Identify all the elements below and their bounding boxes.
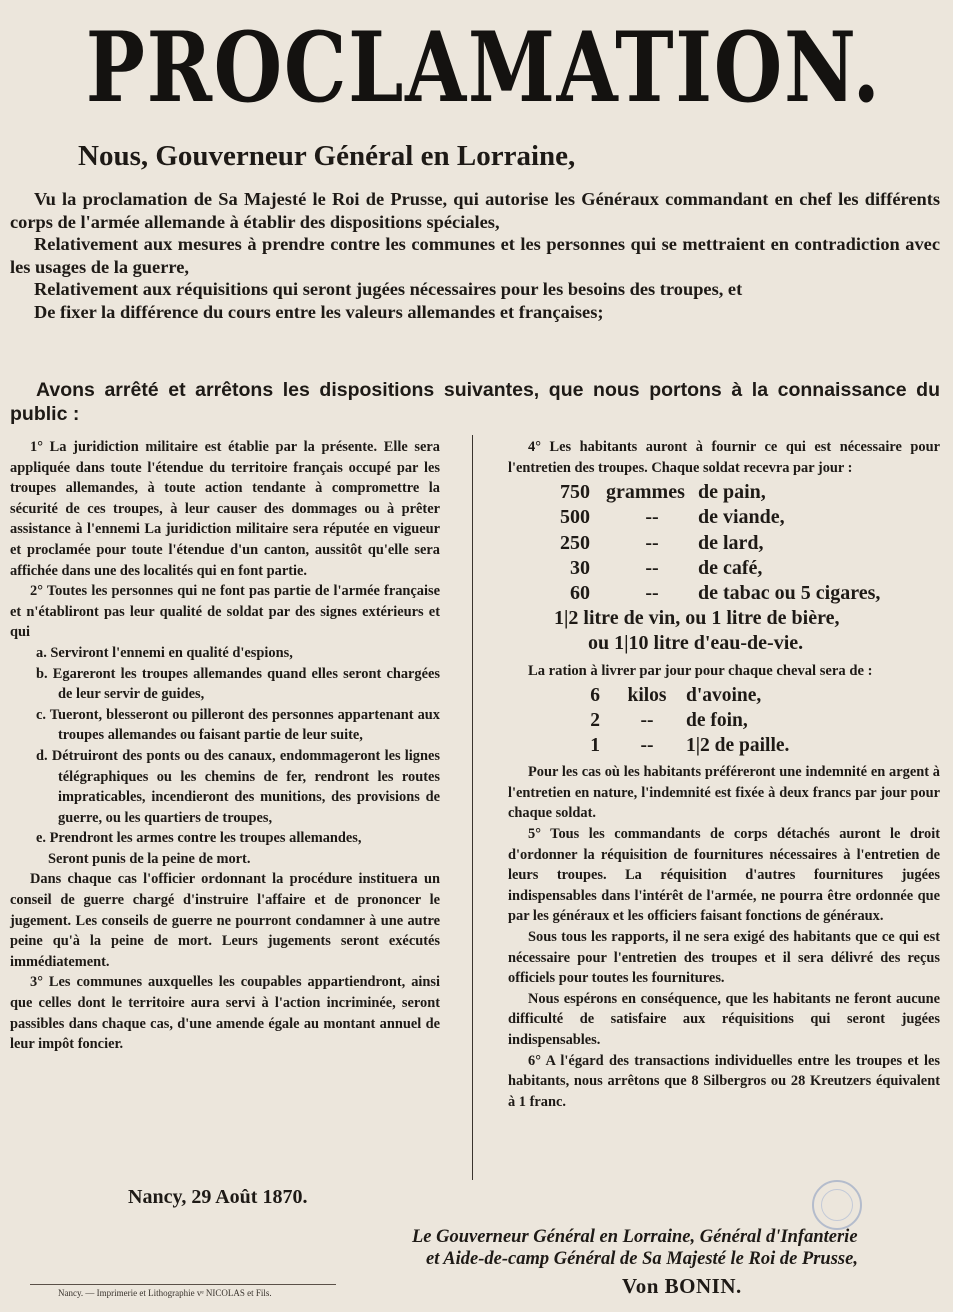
- decree-heading-text: Avons arrêté et arrêtons les dispositions suivantes, que nous portons à la connaissance du public :: [10, 379, 940, 425]
- preamble-paragraph: Vu la proclamation de Sa Majesté le Roi de Prusse, qui autorise les Généraux commandant en chef les différents corps de l'armée allemande à établir des dispositions spéciales,: [10, 189, 940, 232]
- article-2: 2° Toutes les personnes qui ne font pas partie de l'armée française et n'établiront pas leur qualité de soldat par des signes extérieurs et qui: [10, 583, 440, 641]
- clause-e: e. Prendront les armes contre les troupes allemandes,: [36, 830, 362, 847]
- ration-row: [508, 531, 940, 556]
- ration-qty: 1: [590, 735, 600, 757]
- clause-a: a. Serviront l'ennemi en qualité d'espions,: [36, 644, 293, 661]
- ration-unit: --: [645, 556, 659, 579]
- ration-item: de lard,: [698, 531, 764, 554]
- soldier-ration-list: [508, 480, 940, 656]
- ration-unit: grammes: [606, 481, 685, 504]
- horse-ration-row: [508, 708, 940, 733]
- article-3: 3° Les communes auxquelles les coupables appartiendront, ainsi que celles dont le territoire aura servi à l'action incriminée, seront passibles dans chaque cas, d'une amende égale au montant annuel de leur impôt foncier.: [10, 974, 440, 1053]
- ration-qty: 6: [590, 685, 600, 707]
- hope-paragraph: Nous espérons en conséquence, que les habitants ne feront aucune difficulté de satisfaire aux réquisitions qui seront jugées indispensables.: [508, 990, 940, 1048]
- ration-unit: --: [645, 531, 659, 554]
- gouverneur-heading: Nous, Gouverneur Général en Lorraine,: [78, 140, 576, 172]
- penalty: Seront punis de la peine de mort.: [48, 850, 251, 867]
- ration-unit: --: [645, 582, 659, 604]
- article-4: 4° Les habitants auront à fournir ce qui est nécessaire pour l'entretien des troupes. Chaque soldat recevra par jour :: [508, 439, 940, 476]
- ration-row: [508, 556, 940, 581]
- ration-row: [508, 581, 940, 606]
- column-divider: [472, 435, 473, 1180]
- article-5: 5° Tous les commandants de corps détachés auront le droit d'ordonner la réquisition de fournitures nécessaires à l'entretien de leurs troupes. La réquisition d'autres fournitures jugées indispensables dans l'intérêt de l'armée, ne pourra être ordonnée que par les généraux et les officiers faisant fonctions de généraux.: [508, 825, 940, 925]
- signature-line-2: et Aide-de-camp Général de Sa Majesté le Roi de Prusse,: [426, 1249, 858, 1269]
- horse-ration-row: [508, 733, 940, 758]
- ration-item: de café,: [698, 556, 763, 579]
- ration-unit: kilos: [627, 685, 667, 707]
- ration-unit: --: [645, 506, 659, 529]
- ration-item: de tabac ou 5 cigares,: [698, 582, 881, 604]
- ration-qty: 2: [590, 710, 600, 732]
- decree-heading: [10, 378, 940, 426]
- left-column: [10, 437, 440, 1055]
- ration-unit: --: [640, 710, 654, 732]
- receipts-paragraph: Sous tous les rapports, il ne sera exigé des habitants que ce qui est nécessaire pour l'entretien des troupes et il sera délivré des reçus officiels pour toutes les fournitures.: [508, 928, 940, 987]
- ration-qty: 60: [570, 582, 590, 604]
- wine-ration: 1|2 litre de vin, ou 1 litre de bière,: [554, 607, 840, 630]
- brandy-ration: ou 1|10 litre d'eau-de-vie.: [588, 632, 804, 655]
- right-column: [508, 437, 940, 1112]
- date-line: Nancy, 29 Août 1870.: [128, 1186, 308, 1208]
- clause-c: c. Tueront, blesseront ou pilleront des personnes appartenant aux troupes allemandes ou faisant partie de leur suite,: [36, 706, 440, 744]
- printer-imprint: Nancy. — Imprimerie et Lithographie vᵉ NICOLAS et Fils.: [58, 1288, 272, 1298]
- ration-row: [508, 480, 940, 505]
- ration-qty: 250: [560, 531, 590, 554]
- preamble: [10, 188, 940, 324]
- article-1: 1° La juridiction militaire est établie par la présente. Elle sera appliquée dans toute l'étendue du territoire français occupé par les troupes allemandes, à toute action tendante à compromettre la sécurité de ces troupes, à leur causer des dommages ou à prêter assistance à l'ennemi La juridiction militaire sera réputée en vigueur et proclamée pour toute l'étendue d'un canton, aussitôt qu'elle sera affichée dans une des localités qui en font partie.: [10, 439, 440, 579]
- ration-item: de viande,: [698, 506, 785, 529]
- procedure-paragraph: Dans chaque cas l'officier ordonnant la procédure instituera un conseil de guerre chargé d'instruire l'affaire et de prononcer le jugement. Les conseils de guerre ne pourront condamner à une autre peine qu'à la peine de mort. Leurs jugements seront exécutés immédiatement.: [10, 871, 440, 970]
- horse-ration-heading: La ration à livrer par jour pour chaque cheval sera de :: [528, 662, 873, 679]
- horse-ration-row: [508, 683, 940, 708]
- signatory-name: Von BONIN.: [622, 1274, 742, 1298]
- preamble-paragraph: Relativement aux mesures à prendre contre les communes et les personnes qui se mettraient en contradiction avec les usages de la guerre,: [10, 234, 940, 277]
- library-stamp-icon: [812, 1180, 862, 1230]
- ration-item: de pain,: [698, 481, 766, 504]
- page-title: PROCLAMATION.: [85, 11, 882, 124]
- signature-line-1: Le Gouverneur Général en Lorraine, Général d'Infanterie: [412, 1227, 858, 1247]
- ration-item: d'avoine,: [686, 685, 762, 707]
- ration-item: 1|2 de paille.: [686, 735, 790, 757]
- ration-row: [508, 505, 940, 530]
- imprint-rule: [30, 1284, 336, 1285]
- preamble-paragraph: Relativement aux réquisitions qui seront jugées nécessaires pour les besoins des troupes, et: [34, 279, 743, 300]
- horse-ration-list: [508, 683, 940, 758]
- ration-item: de foin,: [686, 710, 748, 732]
- ration-qty: 750: [560, 481, 590, 504]
- clause-d: d. Détruiront des ponts ou des canaux, endommageront les lignes télégraphiques ou les chemins de fer, rendront les routes impraticables, incendieront des munitions, des provisions de guerre, ou les quartiers de troupes,: [36, 747, 440, 826]
- indemnity-paragraph: Pour les cas où les habitants préféreront une indemnité en argent à l'entretien en nature, l'indemnité est fixée à deux francs par jour pour chaque soldat.: [508, 764, 940, 822]
- clause-b: b. Egareront les troupes allemandes quand elles seront chargées de leur servir de guides,: [36, 665, 440, 703]
- ration-qty: 30: [570, 556, 590, 579]
- ration-unit: --: [640, 735, 654, 757]
- ration-qty: 500: [560, 506, 590, 529]
- article-6: 6° A l'égard des transactions individuelles entre les troupes et les habitants, nous arrêtons que 8 Silbergros ou 28 Kreutzers équivalent à 1 franc.: [508, 1052, 940, 1110]
- preamble-paragraph: De fixer la différence du cours entre les valeurs allemandes et françaises;: [34, 301, 604, 322]
